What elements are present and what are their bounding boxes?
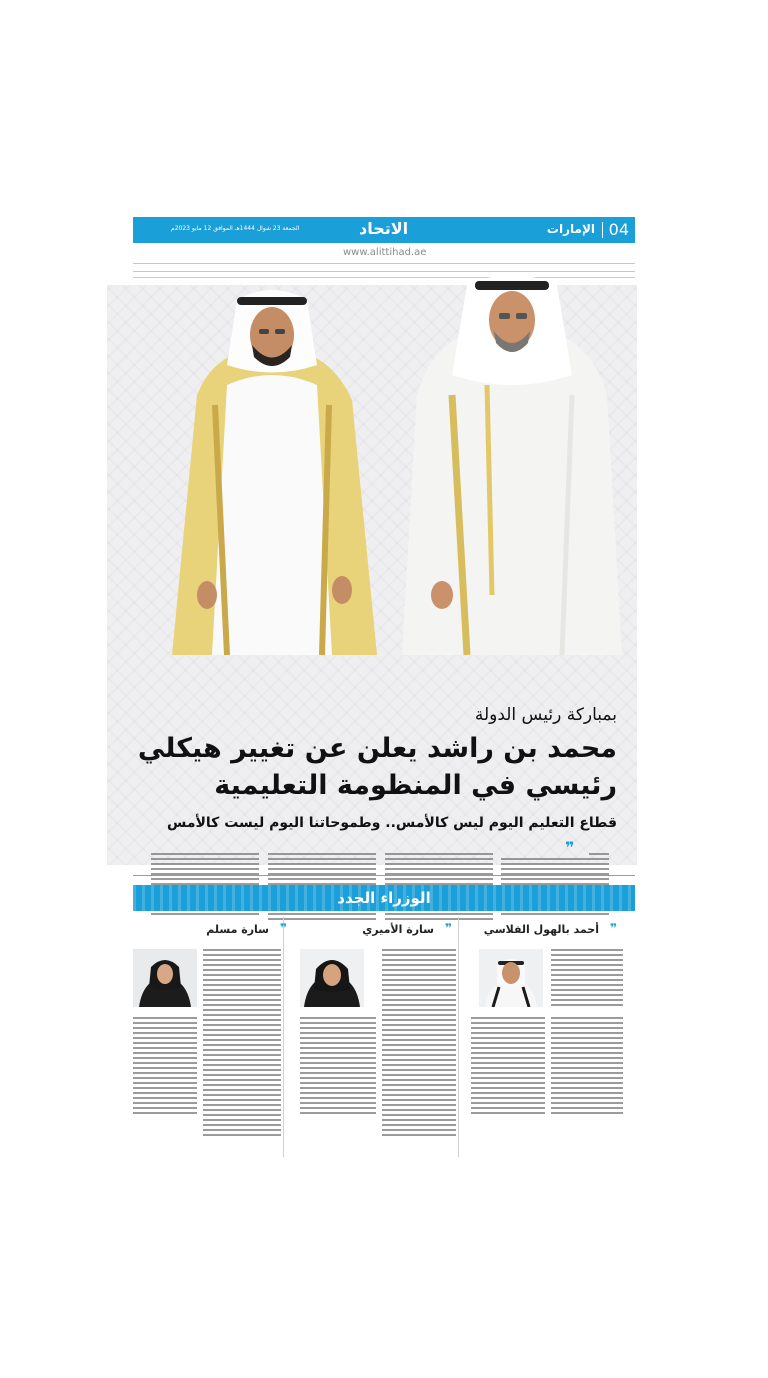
divider	[133, 263, 635, 264]
minister-bio	[551, 1017, 623, 1117]
article-subhead: قطاع التعليم اليوم ليس كالأمس.. وطموحاتنا اليوم ليست كالأمس	[167, 815, 617, 831]
leader-photo-left	[157, 275, 387, 665]
page-number: 04	[608, 220, 629, 239]
minister-photo	[479, 949, 543, 1007]
website-url[interactable]: www.alittihad.ae	[343, 247, 427, 258]
divider	[458, 917, 459, 1157]
minister-bio	[300, 1017, 376, 1117]
minister-bio	[471, 1017, 545, 1117]
minister-profile	[133, 917, 293, 1162]
quote-icon: ❞	[444, 921, 452, 935]
article-headline: رئيسي في المنظومة التعليمية	[214, 770, 617, 801]
divider	[133, 875, 635, 876]
section-name: الإمارات	[546, 222, 595, 236]
article-kicker: بمباركة رئيس الدولة	[474, 705, 617, 725]
page-header-bar	[133, 217, 635, 243]
section-banner	[133, 885, 635, 911]
minister-bio	[133, 1017, 197, 1117]
lead-story	[107, 285, 637, 865]
quote-icon: ❞	[279, 921, 287, 935]
ministers-section	[133, 917, 635, 1162]
newspaper-page	[133, 217, 635, 1162]
leader-photo-right	[397, 265, 627, 665]
header-separator	[602, 222, 603, 238]
article-headline: محمد بن راشد يعلن عن تغيير هيكلي	[137, 733, 617, 764]
minister-bio	[382, 949, 456, 1139]
minister-profile	[298, 917, 458, 1162]
minister-bio	[551, 949, 623, 1009]
minister-name: أحمد بالهول الفلاسي	[483, 923, 599, 936]
issue-date: الجمعة 23 شوال 1444هـ الموافق 12 مايو 2023م	[171, 225, 300, 232]
newspaper-logo: الاتحاد	[359, 219, 409, 238]
minister-name: سارة مسلم	[206, 923, 269, 936]
minister-bio	[203, 949, 281, 1139]
minister-profile	[463, 917, 623, 1162]
minister-photo	[300, 949, 364, 1007]
quote-icon: ❞	[609, 921, 617, 935]
quote-icon: ❞	[565, 838, 575, 857]
section-banner-title: الوزراء الجدد	[337, 889, 431, 907]
minister-photo	[133, 949, 197, 1007]
minister-name: سارة الأميري	[362, 923, 434, 936]
